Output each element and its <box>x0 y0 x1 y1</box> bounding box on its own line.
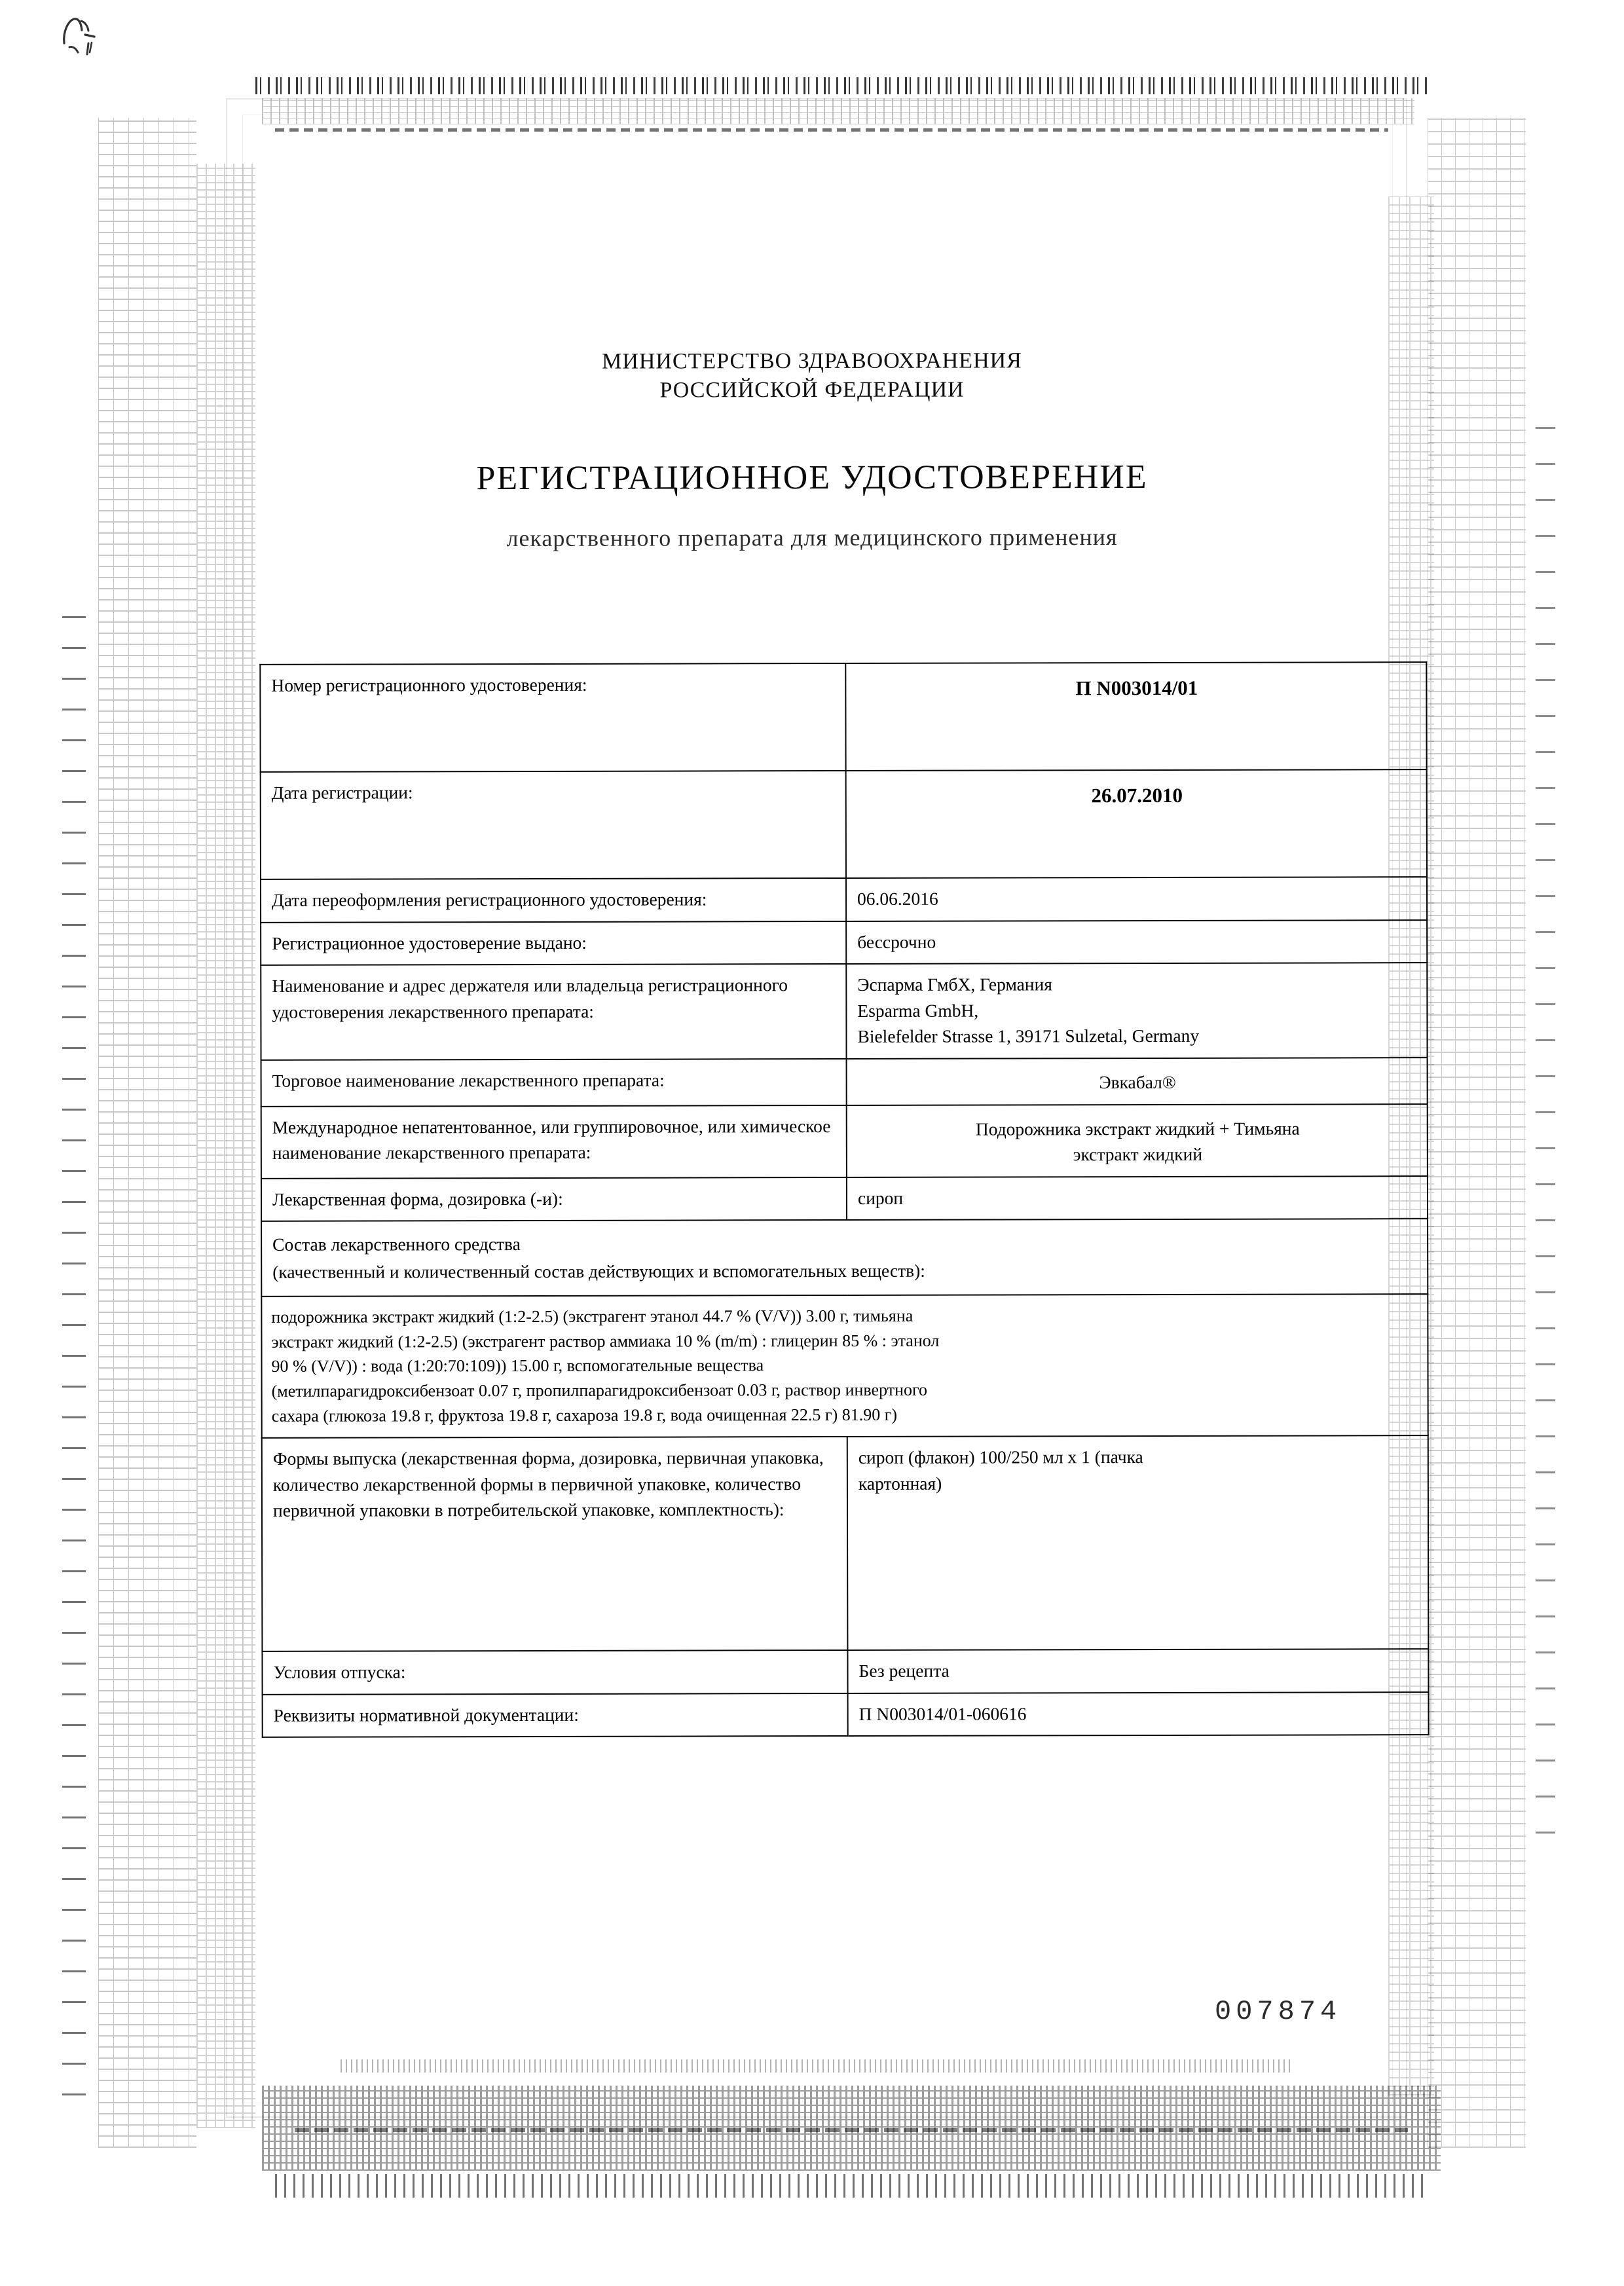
row-label: Дата переоформления регистрационного удостоверения: <box>261 878 846 922</box>
row-label: Номер регистрационного удостоверения: <box>260 663 845 772</box>
composition-body <box>261 1294 1428 1438</box>
table-row-composition-body <box>261 1294 1428 1438</box>
inn-line-1: Подорожника экстракт жидкий + Тимьяна <box>975 1118 1300 1139</box>
row-value: Эвкабал® <box>847 1058 1428 1105</box>
inn-line-2: экстракт жидкий <box>1073 1144 1203 1165</box>
row-value <box>847 1435 1429 1650</box>
scan-noise-left-column <box>196 164 255 2128</box>
scan-noise-bottom-band <box>262 2086 1441 2171</box>
scan-noise-bottom-ticks <box>275 2174 1428 2198</box>
row-label: Торговое наименование лекарственного препарата: <box>261 1059 847 1106</box>
handwriting-mark-icon <box>52 13 111 59</box>
scan-noise-right-speckle <box>1428 118 1526 2148</box>
row-label: Наименование и адрес держателя или владельца регистрационного удостоверения лекарственного препарата: <box>261 964 846 1060</box>
scan-noise-top-speckle <box>262 98 1414 124</box>
release-line-2: картонная) <box>858 1473 942 1494</box>
ministry-heading <box>0 345 1624 405</box>
table-row-validity <box>261 920 1427 965</box>
holder-line-3: Bielefelder Strasse 1, 39171 Sulzetal, Germany <box>857 1025 1200 1047</box>
composition-header-line-1: Состав лекарственного средства <box>272 1234 521 1255</box>
ministry-line-1: МИНИСТЕРСТВО ЗДРАВООХРАНЕНИЯ <box>602 348 1022 374</box>
row-label: Формы выпуска (лекарственная форма, дозировка, первичная упаковка, количество лекарственной формы в первичной упаковке, количество первичной упаковки в потребительской упаковке, комплектность): <box>262 1437 848 1651</box>
row-label: Лекарственная форма, дозировка (-и): <box>261 1177 847 1221</box>
table-row-trade-name <box>261 1058 1428 1106</box>
composition-header <box>261 1219 1428 1296</box>
serial-number: 007874 <box>1215 1996 1342 2027</box>
composition-line: 90 % (V/V)) : вода (1:20:70:109)) 15.00 г, вспомогательные вещества <box>271 1355 764 1376</box>
composition-line: (метилпарагидроксибензоат 0.07 г, пропилпарагидроксибензоат 0.03 г, раствор инвертного <box>271 1380 928 1401</box>
row-label: Международное непатентованное, или группировочное, или химическое наименование лекарственного препарата: <box>261 1105 847 1179</box>
scan-noise-left-speckle <box>98 118 196 2148</box>
table-row-registration-date <box>261 769 1427 879</box>
table-row-registration-number <box>260 662 1426 772</box>
row-label: Условия отпуска: <box>262 1650 847 1694</box>
ministry-line-2: РОССИЙСКОЙ ФЕДЕРАЦИИ <box>659 377 965 403</box>
table-row-inn <box>261 1104 1428 1179</box>
row-value: П N003014/01 <box>845 662 1426 771</box>
row-value: бессрочно <box>846 920 1427 964</box>
row-label: Регистрационное удостоверение выдано: <box>261 921 846 965</box>
row-value: Без рецепта <box>847 1649 1428 1693</box>
scan-noise-top-rule <box>275 128 1388 132</box>
table-row-dosage-form <box>261 1176 1428 1221</box>
table-row-holder <box>261 963 1427 1060</box>
composition-line: экстракт жидкий (1:2-2.5) (экстрагент раствор аммиака 10 % (m/m) : глицерин 85 % : этанол <box>271 1331 940 1352</box>
holder-line-1: Эспарма ГмбХ, Германия <box>857 974 1052 995</box>
row-label: Дата регистрации: <box>261 771 846 879</box>
table-row-composition-header <box>261 1219 1428 1296</box>
row-value: П N003014/01-060616 <box>848 1692 1429 1736</box>
table-row-normative-docs <box>263 1692 1429 1737</box>
composition-header-line-2: (качественный и количественный состав действующих и вспомогательных веществ): <box>272 1260 925 1282</box>
row-value: 06.06.2016 <box>846 877 1427 921</box>
scan-noise-right-dashes <box>1536 393 1555 1834</box>
table-row-dispensing <box>262 1649 1428 1694</box>
table-row-release-forms <box>262 1435 1429 1651</box>
certificate-table <box>259 661 1429 1738</box>
holder-line-2: Esparma GmbH, <box>857 1000 979 1021</box>
document-title: РЕГИСТРАЦИОННОЕ УДОСТОВЕРЕНИЕ <box>476 458 1148 498</box>
composition-line: сахара (глюкоза 19.8 г, фруктоза 19.8 г, сахароза 19.8 г, вода очищенная 22.5 г) 81.90 г) <box>271 1405 898 1426</box>
release-line-1: сироп (флакон) 100/250 мл х 1 (пачка <box>858 1447 1143 1468</box>
table-row-renewal-date <box>261 877 1427 922</box>
document-subtitle: лекарственного препарата для медицинского применения <box>506 524 1118 551</box>
composition-line: подорожника экстракт жидкий (1:2-2.5) (экстрагент этанол 44.7 % (V/V)) 3.00 г, тимьяна <box>271 1306 913 1327</box>
scan-noise-left-dashes <box>62 589 86 2095</box>
scan-noise-top-border <box>255 77 1428 94</box>
scan-noise-bottom-dashed-rule <box>295 2128 1408 2132</box>
row-value: сироп <box>847 1176 1428 1220</box>
row-value <box>846 963 1427 1059</box>
row-label: Реквизиты нормативной документации: <box>263 1693 848 1737</box>
row-value <box>847 1104 1428 1177</box>
row-value: 26.07.2010 <box>846 769 1427 878</box>
scan-noise-bottom-rule <box>341 2059 1290 2073</box>
